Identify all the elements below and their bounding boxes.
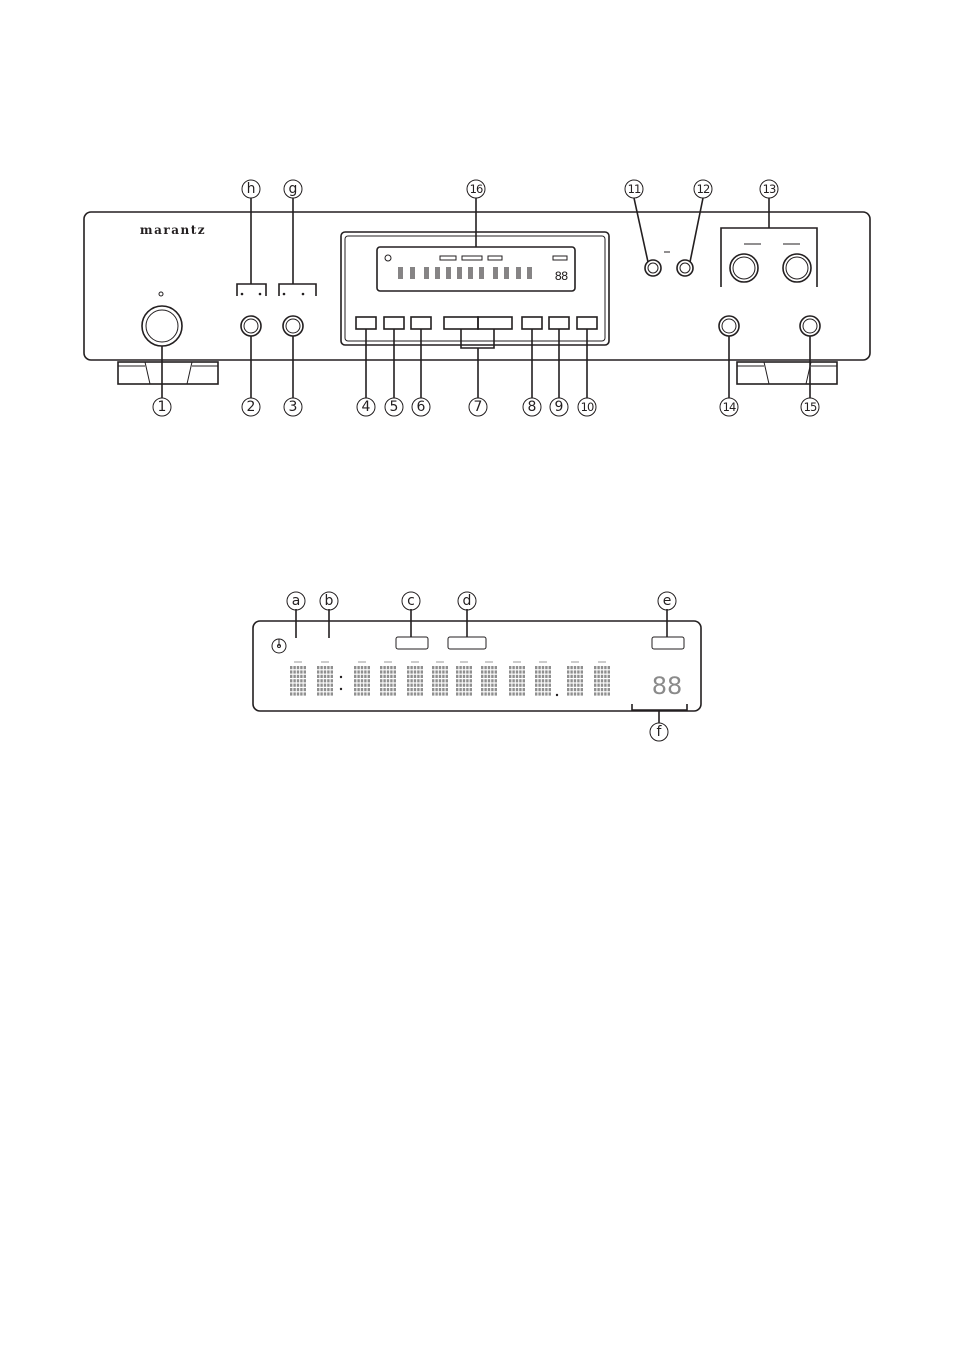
svg-text:15: 15 [803,400,817,414]
svg-text:7: 7 [473,399,483,415]
front-panel [84,212,870,384]
svg-text:1: 1 [157,399,167,415]
callout-13 [760,180,778,198]
svg-text:16: 16 [469,182,483,196]
callout-d [458,592,476,610]
jack-12[interactable] [677,260,693,276]
callout-16 [467,180,485,198]
callout-1 [153,398,171,416]
svg-text:g: g [288,181,298,197]
mini-segment-glyphs: 88 [554,269,568,283]
knob-right[interactable] [783,254,811,282]
matrix-char-4 [380,662,396,696]
callout-6 [412,398,430,416]
svg-text:6: 6 [416,399,426,415]
svg-text:a: a [291,593,301,609]
display-detail [253,621,701,711]
matrix-char-1 [290,662,306,696]
right-foot [737,362,837,384]
svg-text:9: 9 [554,399,564,415]
button-8[interactable] [522,317,542,329]
callout-e [658,592,676,610]
button-9[interactable] [549,317,569,329]
callout-10 [578,398,596,416]
svg-text:3: 3 [288,399,298,415]
matrix-char-6 [432,662,448,696]
button-7-left[interactable] [444,317,478,329]
matrix-char-9 [509,662,525,696]
dot-matrix-row [290,662,610,696]
callout-9 [550,398,568,416]
svg-text:f: f [656,724,662,740]
button-7-right[interactable] [478,317,512,329]
segment-glyphs: 88 [651,672,683,700]
indicator-d [448,637,486,649]
callout-14 [720,398,738,416]
matrix-char-12 [594,662,610,696]
power-button[interactable] [142,306,182,346]
display-window [377,247,575,291]
indicator-c [396,637,428,649]
button-4[interactable] [356,317,376,329]
matrix-char-10 [535,662,551,696]
indicator-e [652,637,684,649]
callout-7 [469,398,487,416]
svg-text:11: 11 [627,182,641,196]
svg-text:h: h [246,181,256,197]
matrix-char-8 [481,662,497,696]
left-foot [118,362,218,384]
callout-h [242,180,260,198]
disc-icon [272,639,286,653]
callout-f [650,723,668,741]
callout-b [320,592,338,610]
callout-g [284,180,302,198]
bracket-f [632,704,687,710]
matrix-char-2 [317,662,333,696]
matrix-char-7 [456,662,472,696]
callout-5 [385,398,403,416]
mini-dot-matrix [398,267,532,279]
callouts-bottom [153,398,819,416]
callout-11 [625,180,643,198]
button-10[interactable] [577,317,597,329]
svg-text:8: 8 [527,399,537,415]
matrix-char-3 [354,662,370,696]
leader-lines-front [162,198,810,398]
matrix-char-11 [567,662,583,696]
callout-c [402,592,420,610]
svg-text:12: 12 [696,182,710,196]
callout-12 [694,180,712,198]
svg-text:14: 14 [722,400,736,414]
svg-text:c: c [407,593,415,609]
svg-text:10: 10 [580,400,594,414]
display-detail-outline [253,621,701,711]
jack-11[interactable] [645,260,661,276]
callout-3 [284,398,302,416]
button-6[interactable] [411,317,431,329]
button-row [356,317,597,329]
matrix-char-5 [407,662,423,696]
svg-text:2: 2 [246,399,256,415]
callout-a [287,592,305,610]
callout-8 [523,398,541,416]
callout-2 [242,398,260,416]
callout-15 [801,398,819,416]
svg-text:13: 13 [762,182,776,196]
svg-text:e: e [662,593,672,609]
svg-text:d: d [462,593,472,609]
callouts-top [242,180,778,198]
svg-text:5: 5 [389,399,399,415]
power-indicator [159,292,163,296]
svg-text:4: 4 [361,399,371,415]
svg-text:b: b [324,593,334,609]
brand-logo: marantz [139,223,207,237]
button-5[interactable] [384,317,404,329]
knob-left[interactable] [730,254,758,282]
callout-4 [357,398,375,416]
